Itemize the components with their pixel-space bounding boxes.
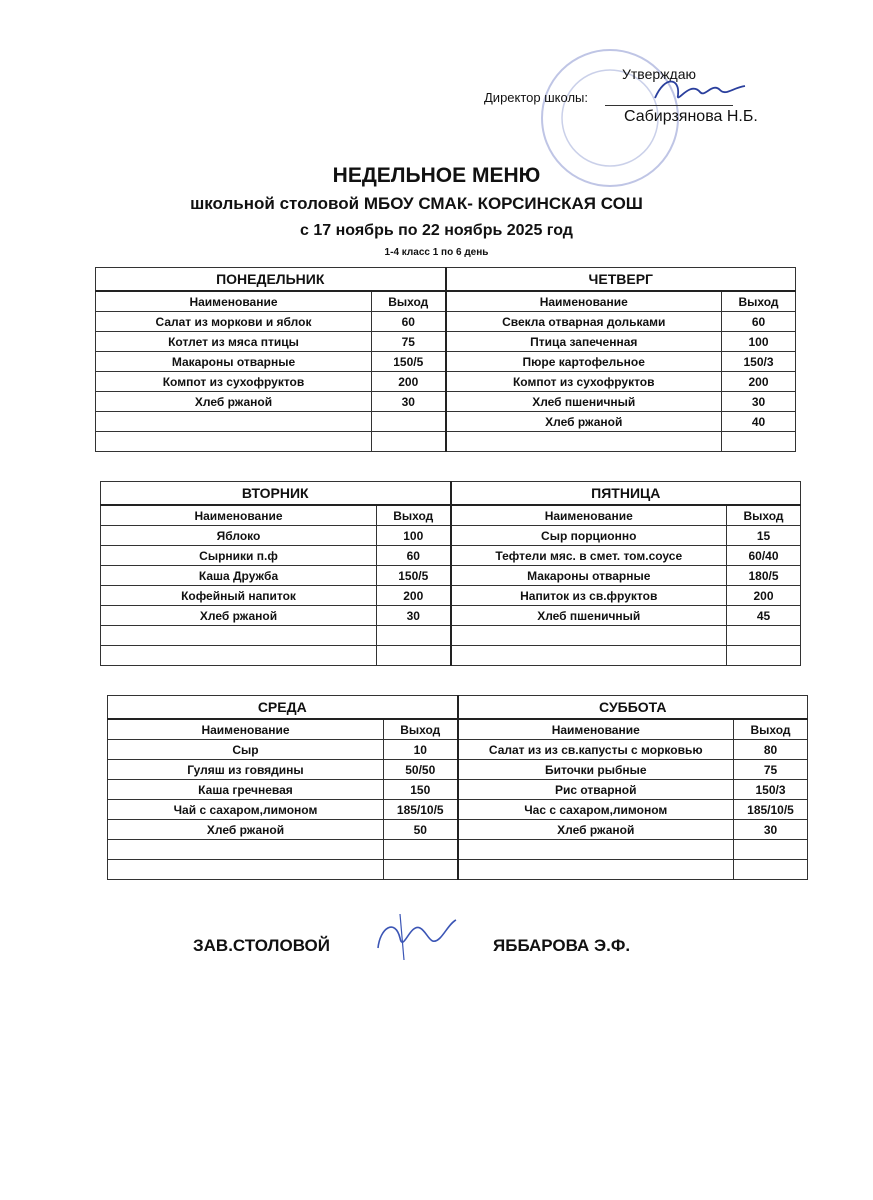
dish-name: Сырники п.ф: [101, 546, 377, 566]
dish-name: [451, 626, 727, 646]
dish-output: 200: [727, 586, 801, 606]
dish-output: 100: [722, 332, 796, 352]
table-row: [96, 312, 796, 332]
column-header-name: Наименование: [96, 291, 372, 312]
table-row: [96, 392, 796, 412]
day-title: ЧЕТВЕРГ: [446, 268, 796, 292]
column-header-output: Выход: [722, 291, 796, 312]
director-name: Сабирзянова Н.Б.: [624, 108, 758, 125]
dish-name: [96, 412, 372, 432]
dish-output: [727, 626, 801, 646]
table-row: [108, 840, 808, 860]
dish-name: Тефтели мяс. в смет. том.соусе: [451, 546, 727, 566]
table-row: [108, 740, 808, 760]
dish-output: 200: [372, 372, 446, 392]
dish-output: 60/40: [727, 546, 801, 566]
dish-name: Час с сахаром,лимоном: [458, 800, 734, 820]
canteen-head-label: ЗАВ.СТОЛОВОЙ: [193, 936, 330, 955]
dish-output: 15: [727, 526, 801, 546]
dish-output: [377, 626, 451, 646]
dish-output: 75: [734, 760, 808, 780]
dish-name: Компот из сухофруктов: [446, 372, 722, 392]
dish-output: [384, 860, 458, 880]
day-header-row: [96, 268, 796, 292]
dish-output: 150/5: [372, 352, 446, 372]
dish-output: [372, 432, 446, 452]
dish-output: 100: [377, 526, 451, 546]
table-row: [101, 606, 801, 626]
dish-name: Хлеб пшеничный: [446, 392, 722, 412]
dish-name: [446, 432, 722, 452]
menu-block-1: [95, 267, 796, 452]
dish-name: Компот из сухофруктов: [96, 372, 372, 392]
dish-output: [384, 840, 458, 860]
table-row: [96, 352, 796, 372]
dish-name: Хлеб ржаной: [458, 820, 734, 840]
class-note: 1-4 класс 1 по 6 день: [384, 247, 489, 258]
column-header-name: Наименование: [446, 291, 722, 312]
dish-name: Хлеб пшеничный: [451, 606, 727, 626]
dish-name: [101, 626, 377, 646]
column-header-name: Наименование: [458, 719, 734, 740]
dish-name: [96, 432, 372, 452]
menu-block-3: [107, 695, 808, 880]
approve-word: Утверждаю: [622, 66, 696, 82]
dish-name: [458, 860, 734, 880]
dish-name: Гуляш из говядины: [108, 760, 384, 780]
table-row: [96, 432, 796, 452]
column-header-output: Выход: [727, 505, 801, 526]
day-title: ПОНЕДЕЛЬНИК: [96, 268, 446, 292]
dish-output: [372, 412, 446, 432]
dish-name: Котлет из мяса птицы: [96, 332, 372, 352]
table-row: [101, 546, 801, 566]
dish-name: [101, 646, 377, 666]
dish-output: 150/3: [722, 352, 796, 372]
table-row: [101, 626, 801, 646]
dish-name: Рис отварной: [458, 780, 734, 800]
table-row: [101, 566, 801, 586]
table-row: [108, 760, 808, 780]
table-row: [101, 646, 801, 666]
page-subtitle: школьной столовой МБОУ СМАК- КОРСИНСКАЯ СОШ: [190, 194, 643, 213]
day-title: СРЕДА: [108, 696, 458, 720]
dish-output: [727, 646, 801, 666]
column-header-output: Выход: [377, 505, 451, 526]
dish-output: 60: [377, 546, 451, 566]
canteen-signature: [370, 908, 460, 968]
dish-output: 80: [734, 740, 808, 760]
dish-output: 75: [372, 332, 446, 352]
dish-name: Биточки рыбные: [458, 760, 734, 780]
column-header-output: Выход: [734, 719, 808, 740]
dish-output: [377, 646, 451, 666]
dish-name: Пюре картофельное: [446, 352, 722, 372]
dish-name: Свекла отварная дольками: [446, 312, 722, 332]
director-signature: [650, 70, 750, 110]
column-header-row: [108, 719, 808, 740]
dish-name: Салат из из св.капусты с морковью: [458, 740, 734, 760]
dish-output: 30: [377, 606, 451, 626]
column-header-output: Выход: [384, 719, 458, 740]
dish-output: 60: [722, 312, 796, 332]
column-header-row: [96, 291, 796, 312]
dish-name: Макароны отварные: [451, 566, 727, 586]
dish-output: 150: [384, 780, 458, 800]
day-title: СУББОТА: [458, 696, 808, 720]
menu-block-2: [100, 481, 801, 666]
table-row: [108, 800, 808, 820]
column-header-name: Наименование: [101, 505, 377, 526]
dish-name: Хлеб ржаной: [96, 392, 372, 412]
dish-output: 30: [734, 820, 808, 840]
dish-name: Сыр: [108, 740, 384, 760]
dish-output: 30: [722, 392, 796, 412]
day-header-row: [101, 482, 801, 506]
dish-name: [451, 646, 727, 666]
dish-output: [734, 860, 808, 880]
dish-output: 50/50: [384, 760, 458, 780]
dish-output: 185/10/5: [384, 800, 458, 820]
dish-output: 60: [372, 312, 446, 332]
dish-name: Каша гречневая: [108, 780, 384, 800]
dish-name: Напиток из св.фруктов: [451, 586, 727, 606]
dish-name: Хлеб ржаной: [101, 606, 377, 626]
director-label: Директор школы:: [484, 90, 588, 105]
dish-output: 50: [384, 820, 458, 840]
dish-output: 45: [727, 606, 801, 626]
dish-output: 200: [377, 586, 451, 606]
dish-name: [108, 840, 384, 860]
day-title: ВТОРНИК: [101, 482, 451, 506]
dish-name: [458, 840, 734, 860]
dish-name: Чай с сахаром,лимоном: [108, 800, 384, 820]
dish-name: [108, 860, 384, 880]
dish-output: 40: [722, 412, 796, 432]
dish-name: Кофейный напиток: [101, 586, 377, 606]
dish-output: 180/5: [727, 566, 801, 586]
table-row: [108, 860, 808, 880]
table-row: [96, 412, 796, 432]
column-header-name: Наименование: [451, 505, 727, 526]
dish-output: 150/3: [734, 780, 808, 800]
table-row: [101, 526, 801, 546]
dish-name: Птица запеченная: [446, 332, 722, 352]
dish-name: Яблоко: [101, 526, 377, 546]
period: с 17 ноябрь по 22 ноябрь 2025 год: [300, 222, 573, 239]
dish-output: [722, 432, 796, 452]
table-row: [96, 332, 796, 352]
table-row: [96, 372, 796, 392]
dish-name: Сыр порционно: [451, 526, 727, 546]
dish-output: 30: [372, 392, 446, 412]
day-title: ПЯТНИЦА: [451, 482, 801, 506]
column-header-output: Выход: [372, 291, 446, 312]
dish-name: Хлеб ржаной: [108, 820, 384, 840]
dish-name: Хлеб ржаной: [446, 412, 722, 432]
dish-output: 150/5: [377, 566, 451, 586]
canteen-head-name: ЯББАРОВА Э.Ф.: [493, 936, 631, 955]
dish-name: Каша Дружба: [101, 566, 377, 586]
dish-output: 10: [384, 740, 458, 760]
table-row: [108, 820, 808, 840]
column-header-name: Наименование: [108, 719, 384, 740]
column-header-row: [101, 505, 801, 526]
dish-output: 200: [722, 372, 796, 392]
dish-output: 185/10/5: [734, 800, 808, 820]
table-row: [101, 586, 801, 606]
table-row: [108, 780, 808, 800]
dish-output: [734, 840, 808, 860]
page-title: НЕДЕЛЬНОЕ МЕНЮ: [332, 164, 541, 187]
dish-name: Макароны отварные: [96, 352, 372, 372]
dish-name: Салат из моркови и яблок: [96, 312, 372, 332]
day-header-row: [108, 696, 808, 720]
